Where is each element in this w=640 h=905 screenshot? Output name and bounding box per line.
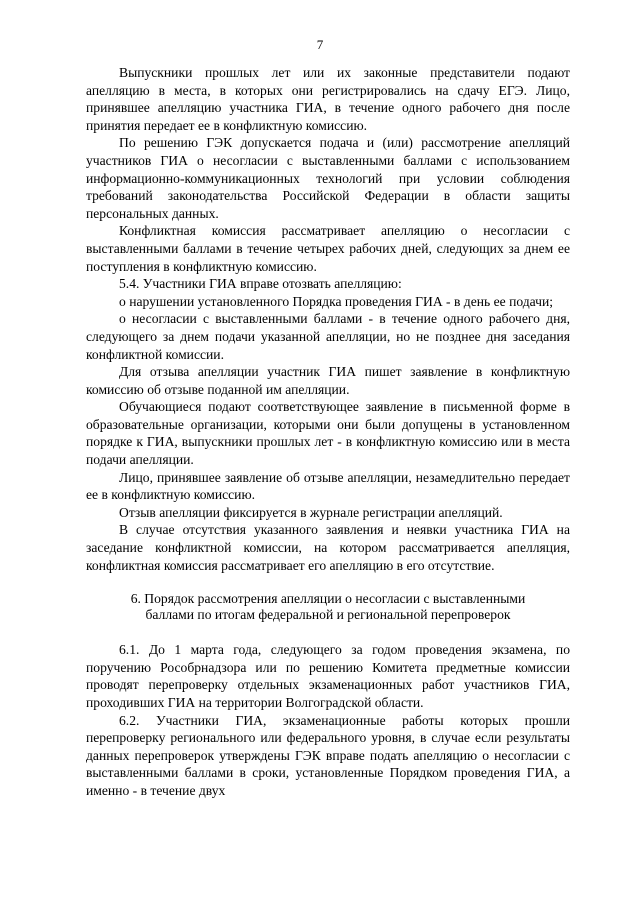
document-body (86, 64, 570, 800)
page-number: 7 (316, 37, 324, 52)
section-heading (86, 591, 570, 623)
section-heading-line2: баллами по итогам федеральной и региональной перепроверок (145, 607, 511, 623)
paragraph-absence-case: В случае отсутствия указанного заявления и неявки участника ГИА на заседание конфликтной комиссии, на котором рассматривается апелляция, конфликтная комиссия рассматривает его апелляцию в его отсутствие. (86, 522, 570, 573)
paragraph-commission-deadline: Конфликтная комиссия рассматривает апелляцию о несогласии с выставленными баллами в течение четырех рабочих дней, следующих за днем ее поступления в конфликтную комиссию. (86, 223, 570, 274)
paragraph-journal-record: Отзыв апелляции фиксируется в журнале регистрации апелляций. (119, 504, 503, 520)
paragraph-withdraw-violation: о нарушении установленного Порядка проведения ГИА - в день ее подачи; (119, 293, 554, 309)
paragraph-withdraw-scores: о несогласии с выставленными баллами - в течение одного рабочего дня, следующего за днем подачи указанной апелляции, но не позднее дня заседания конфликтной комиссии. (86, 311, 570, 362)
section-heading-line1: 6. Порядок рассмотрения апелляции о несогласии с выставленными (130, 591, 526, 607)
paragraph-withdraw-statement: Для отзыва апелляции участник ГИА пишет заявление в конфликтную комиссию об отзыве поданной им апелляции. (86, 364, 570, 397)
paragraph-gek-remote-appeal: По решению ГЭК допускается подача и (или) рассмотрение апелляций участников ГИА о несогласии с выставленными баллами с использованием информационно-коммуникационных технологий при условии соблюдения требований законодательства Российской Федерации в области защиты персональных данных. (86, 135, 570, 221)
paragraph-students-submit: Обучающиеся подают соответствующее заявление в письменной форме в образовательные организации, которыми они были допущены в установленном порядке к ГИА, выпускники прошлых лет - в конфликтную комиссию или в места подачи апелляции. (86, 399, 570, 468)
paragraph-withdraw-right: 5.4. Участники ГИА вправе отозвать апелляцию: (119, 276, 402, 292)
paragraph-transfer-statement: Лицо, принявшее заявление об отзыве апелляции, незамедлительно передает ее в конфликтную комиссию. (86, 469, 570, 503)
paragraph-appeal-graduates: Выпускники прошлых лет или их законные представители подают апелляцию в места, в которых они регистрировались на сдачу ЕГЭ. Лицо, принявшее апелляцию участника ГИА, в течение одного рабочего дня после принятия передает ее в конфликтную комиссию. (86, 65, 570, 133)
paragraph-6-2: 6.2. Участники ГИА, экзаменационные работы которых прошли перепроверку регионального или федерального уровня, в случае если результаты данных перепроверок утверждены ГЭК вправе подать апелляцию о несогласии с выставленными баллами в сроки, установленные Порядком проведения ГИА, а именно - в течение двух (86, 712, 570, 798)
paragraph-6-1: 6.1. До 1 марта года, следующего за годом проведения экзамена, по поручению Рособрнадзора или по решению Комитета предметные комиссии проводят перепроверку отдельных экзаменационных работ участников ГИА, проходивших ГИА на территории Волгоградской области. (86, 642, 570, 710)
